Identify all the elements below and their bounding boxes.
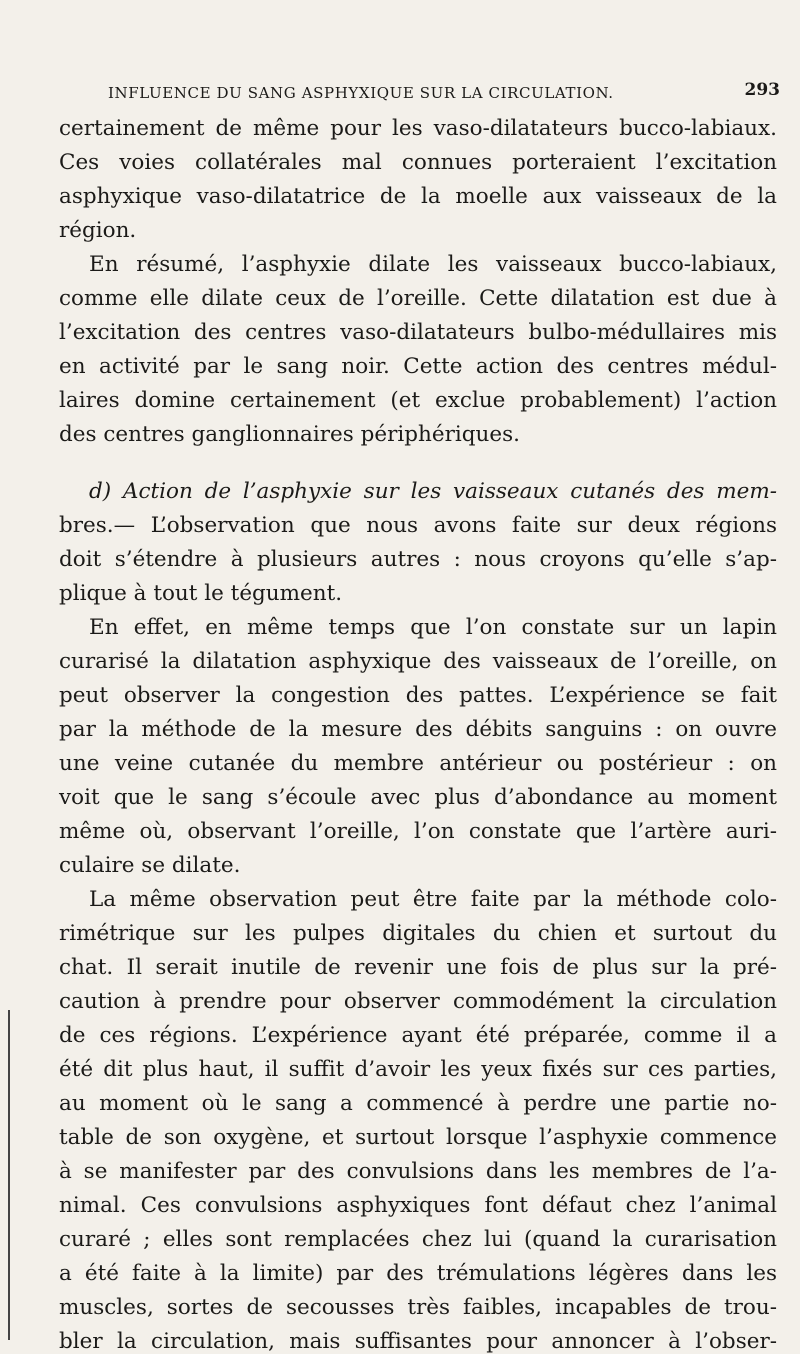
text-line: bler la circulation, mais suffisantes pour annoncer à l’obser-: [59, 1329, 777, 1354]
text-line: plique à tout le tégument.: [59, 581, 343, 606]
section-heading: [59, 481, 777, 503]
text-line: au moment où le sang a commencé à perdre une partie no-: [59, 1091, 777, 1116]
text-line: région.: [59, 218, 137, 243]
text-line: à se manifester par des convulsions dans les membres de l’a-: [59, 1159, 777, 1184]
text-line: chat. Il serait inutile de revenir une fois de plus sur la pré-: [59, 955, 777, 980]
section-heading-text: d) Action de l’asphyxie sur les vaisseaux cutanés des mem-: [89, 479, 777, 504]
text-line: été dit plus haut, il suffit d’avoir les yeux fixés sur ces parties,: [59, 1057, 777, 1082]
text-line: peut observer la congestion des pattes. L’expérience se fait: [59, 683, 777, 708]
text-line: même où, observant l’oreille, l’on constate que l’artère auri-: [59, 819, 777, 844]
text-line: La même observation peut être faite par la méthode colo-: [89, 887, 777, 912]
text-line: a été faite à la limite) par des trémulations légères dans les: [59, 1261, 777, 1286]
text-line: muscles, sortes de secousses très faibles, incapables de trou-: [59, 1295, 777, 1320]
text-line: Ces voies collatérales mal connues porteraient l’excitation: [59, 150, 777, 175]
page-number: 293: [744, 80, 780, 100]
text-line: une veine cutanée du membre antérieur ou postérieur : on: [59, 751, 777, 776]
text-line: certainement de même pour les vaso-dilatateurs bucco-labiaux.: [59, 116, 777, 141]
text-line: curarisé la dilatation asphyxique des vaisseaux de l’oreille, on: [59, 649, 777, 674]
text-line: voit que le sang s’écoule avec plus d’abondance au moment: [59, 785, 777, 810]
text-line: table de son oxygène, et surtout lorsque l’asphyxie commence: [59, 1125, 777, 1150]
text-line: par la méthode de la mesure des débits sanguins : on ouvre: [59, 717, 777, 742]
text-line: l’excitation des centres vaso-dilatateurs bulbo-médullaires mis: [59, 320, 777, 345]
text-line: bres.— L’observation que nous avons faite sur deux régions: [59, 513, 777, 538]
text-line: asphyxique vaso-dilatatrice de la moelle aux vaisseaux de la: [59, 184, 777, 209]
text-line: comme elle dilate ceux de l’oreille. Cette dilatation est due à: [59, 286, 777, 311]
text-line: En résumé, l’asphyxie dilate les vaisseaux bucco-labiaux,: [89, 252, 777, 277]
text-line: des centres ganglionnaires périphériques.: [59, 422, 520, 447]
text-line: laires domine certainement (et exclue probablement) l’action: [59, 388, 777, 413]
text-line: en activité par le sang noir. Cette action des centres médul-: [59, 354, 777, 379]
text-line: rimétrique sur les pulpes digitales du chien et surtout du: [59, 921, 777, 946]
text-line: de ces régions. L’expérience ayant été préparée, comme il a: [59, 1023, 777, 1048]
text-line: caution à prendre pour observer commodément la circulation: [59, 989, 777, 1014]
text-line: En effet, en même temps que l’on constate sur un lapin: [89, 615, 777, 640]
running-head: INFLUENCE DU SANG ASPHYXIQUE SUR LA CIRCULATION.: [108, 84, 614, 102]
text-line: culaire se dilate.: [59, 853, 241, 878]
text-line: curaré ; elles sont remplacées chez lui (quand la curarisation: [59, 1227, 777, 1252]
text-line: doit s’étendre à plusieurs autres : nous croyons qu’elle s’ap-: [59, 547, 777, 572]
page-edge-shadow: [8, 1010, 10, 1340]
text-line: nimal. Ces convulsions asphyxiques font défaut chez l’animal: [59, 1193, 777, 1218]
